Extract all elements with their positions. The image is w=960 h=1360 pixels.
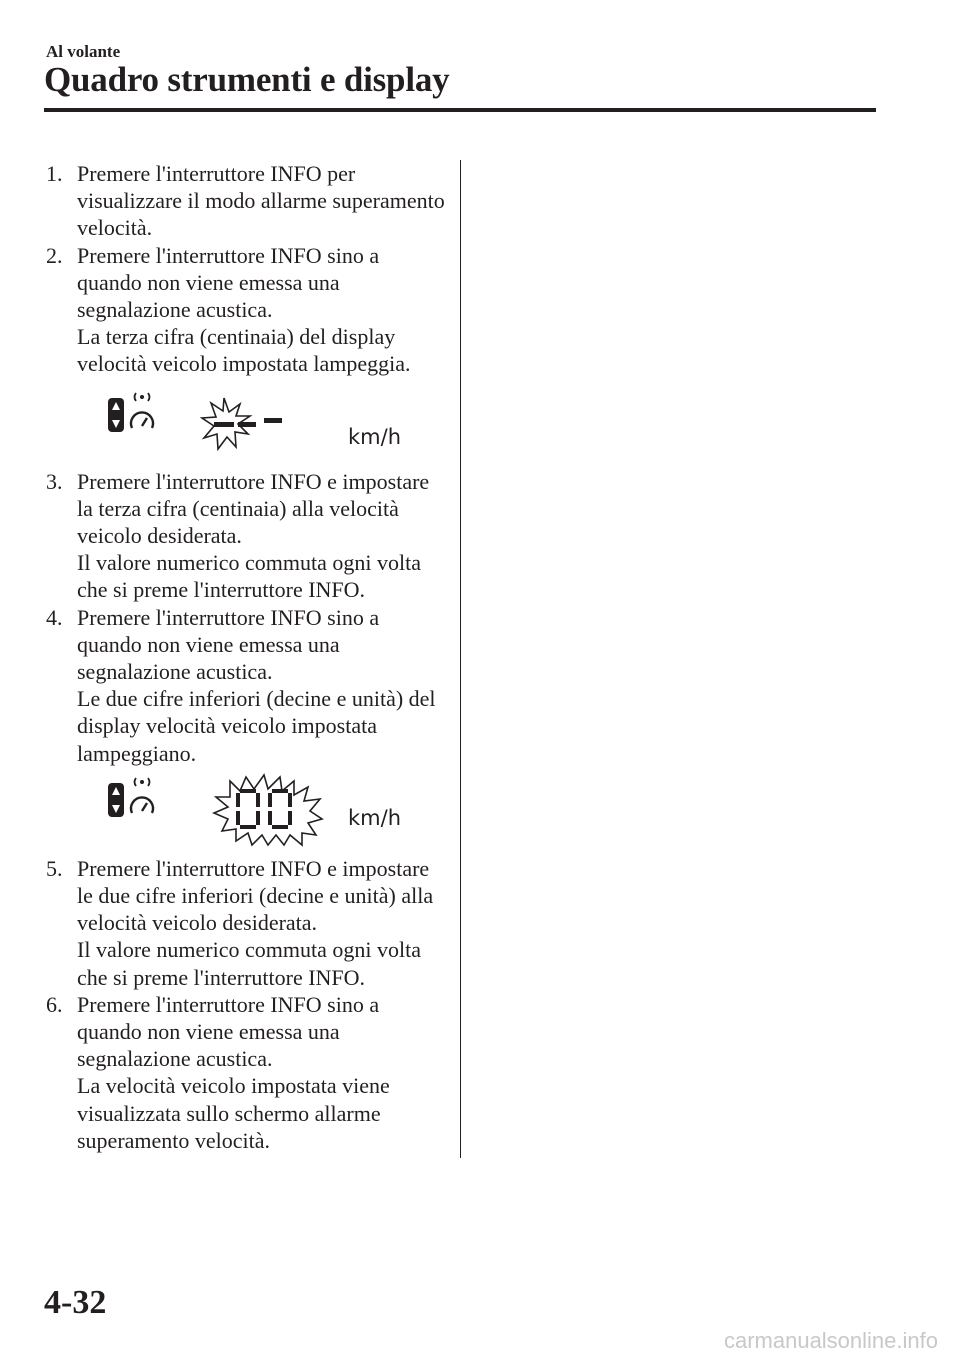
step-number: 1. [46,161,63,186]
step-text: La terza cifra (centinaia) del display velocità veicolo impostata lampeggia. [77,324,411,377]
blinking-digit-display [196,392,336,458]
step-number: 4. [46,604,63,630]
step-text: Il valore numerico commuta ogni volta che si preme l'interruttore INFO. [77,550,421,603]
page-title: Quadro strumenti e display [44,60,450,99]
step-text: Premere l'interruttore INFO e impostare le due cifre inferiori (decine e unità) alla velocità veicolo desiderata. [77,855,434,936]
step-text: Il valore numerico commuta ogni volta che si preme l'interruttore INFO. [77,937,421,990]
step-3 [46,468,446,604]
step-number: 2. [46,242,63,268]
step-number: 6. [46,991,63,1017]
page-number: 4-32 [44,1284,107,1321]
step-number: 5. [46,855,63,881]
step-2 [46,242,446,378]
unit-label: km/h [348,424,402,449]
unit-label: km/h [348,805,402,830]
step-4 [46,604,446,767]
column-divider [460,160,461,1158]
step-5 [46,855,446,991]
breadcrumb: Al volante [46,42,121,61]
instruction-list [46,160,446,1154]
step-text: Premere l'interruttore INFO sino a quando non viene emessa una segnalazione acustica. [77,242,380,323]
step-1 [46,160,446,242]
step-text: Premere l'interruttore INFO sino a quando non viene emessa una segnalazione acustica. [77,991,380,1072]
step-text: Premere l'interruttore INFO sino a quando non viene emessa una segnalazione acustica. [77,604,380,685]
step-text: La velocità veicolo impostata viene visualizzata sullo schermo allarme superamento velocità. [77,1073,390,1153]
figure-hundreds-digit [46,380,446,462]
watermark: carmanualsonline.info [723,1328,938,1353]
step-6 [46,991,446,1154]
speed-alarm-icon [106,777,168,821]
step-number: 3. [46,468,63,494]
step-text: Le due cifre inferiori (decine e unità) del display velocità veicolo impostata lampeggiano. [77,686,436,766]
step-text: Premere l'interruttore INFO per visualizzare il modo allarme superamento velocità. [77,161,445,241]
title-rule [44,108,876,112]
figure-lower-digits [46,769,446,849]
blinking-digit-display [210,773,334,847]
speed-alarm-icon [106,392,168,436]
step-text: Premere l'interruttore INFO e impostare la terza cifra (centinaia) alla velocità veicolo desiderata. [77,468,430,549]
